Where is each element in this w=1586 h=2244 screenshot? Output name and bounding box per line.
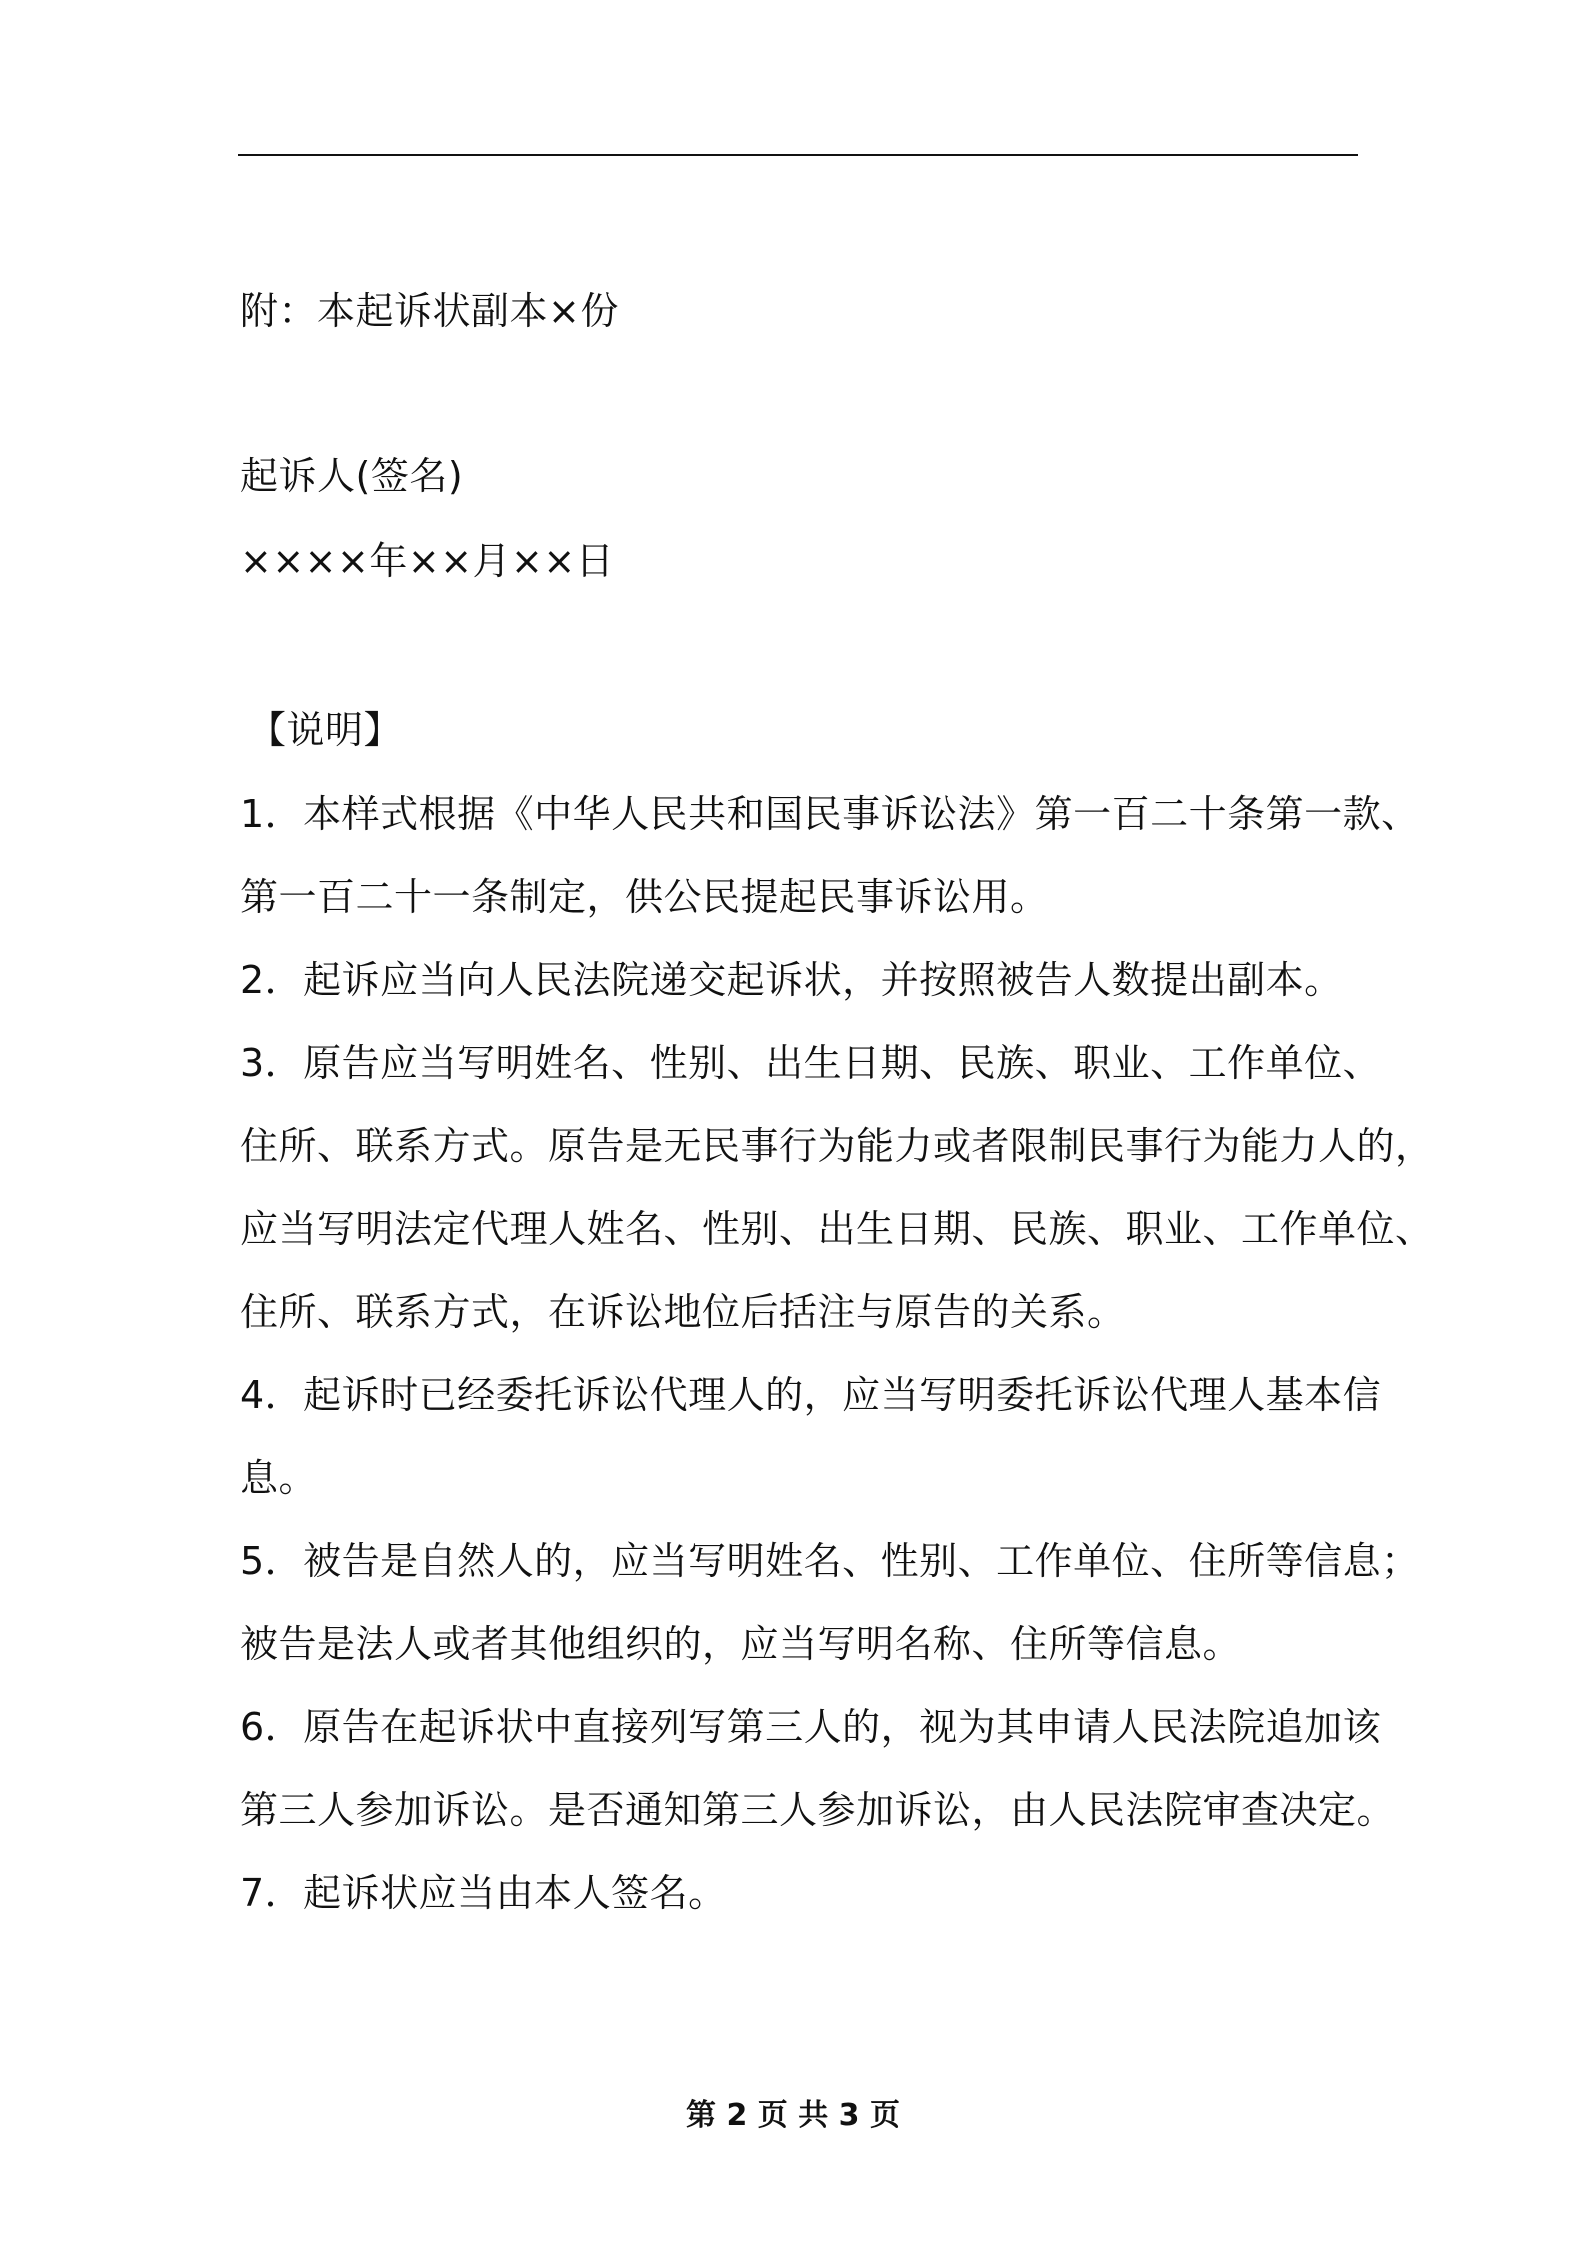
explanation-line: 3．原告应当写明姓名、性别、出生日期、民族、职业、工作单位、 xyxy=(240,1041,1382,1085)
explanation-line: 息。 xyxy=(240,1456,318,1500)
total-pages-number: 3 xyxy=(838,2098,860,2133)
explanation-line: 住所、联系方式。原告是无民事行为能力或者限制民事行为能力人的， xyxy=(240,1124,1434,1168)
explanation-line: 应当写明法定代理人姓名、性别、出生日期、民族、职业、工作单位、 xyxy=(240,1207,1434,1251)
date-line: ××××年××月××日 xyxy=(240,539,615,583)
attachment-note: 附：本起诉状副本×份 xyxy=(240,289,619,333)
explanation-line: 住所、联系方式，在诉讼地位后括注与原告的关系。 xyxy=(240,1290,1126,1334)
current-page-number: 2 xyxy=(726,2098,748,2133)
explanation-line: 第三人参加诉讼。是否通知第三人参加诉讼，由人民法院审查决定。 xyxy=(240,1788,1396,1832)
plaintiff-signature: 起诉人(签名) xyxy=(240,454,464,498)
page-middle: 页 共 xyxy=(757,2098,829,2133)
page-suffix: 页 xyxy=(870,2098,900,2133)
explanation-line: 5．被告是自然人的，应当写明姓名、性别、工作单位、住所等信息； xyxy=(240,1539,1420,1583)
explanation-line: 6．原告在起诉状中直接列写第三人的，视为其申请人民法院追加该 xyxy=(240,1705,1382,1749)
explanation-line: 7．起诉状应当由本人签名。 xyxy=(240,1871,727,1915)
page-footer xyxy=(0,2090,1586,2134)
explanation-line: 2．起诉应当向人民法院递交起诉状，并按照被告人数提出副本。 xyxy=(240,958,1343,1002)
explanation-line: 被告是法人或者其他组织的，应当写明名称、住所等信息。 xyxy=(240,1622,1242,1666)
explanation-heading: 【说明】 xyxy=(248,708,403,752)
header-rule xyxy=(238,154,1358,156)
page-prefix: 第 xyxy=(685,2098,716,2133)
explanation-line: 4．起诉时已经委托诉讼代理人的，应当写明委托诉讼代理人基本信 xyxy=(240,1373,1382,1417)
explanation-line: 1．本样式根据《中华人民共和国民事诉讼法》第一百二十条第一款、 xyxy=(240,792,1420,836)
explanation-line: 第一百二十一条制定，供公民提起民事诉讼用。 xyxy=(240,875,1049,919)
